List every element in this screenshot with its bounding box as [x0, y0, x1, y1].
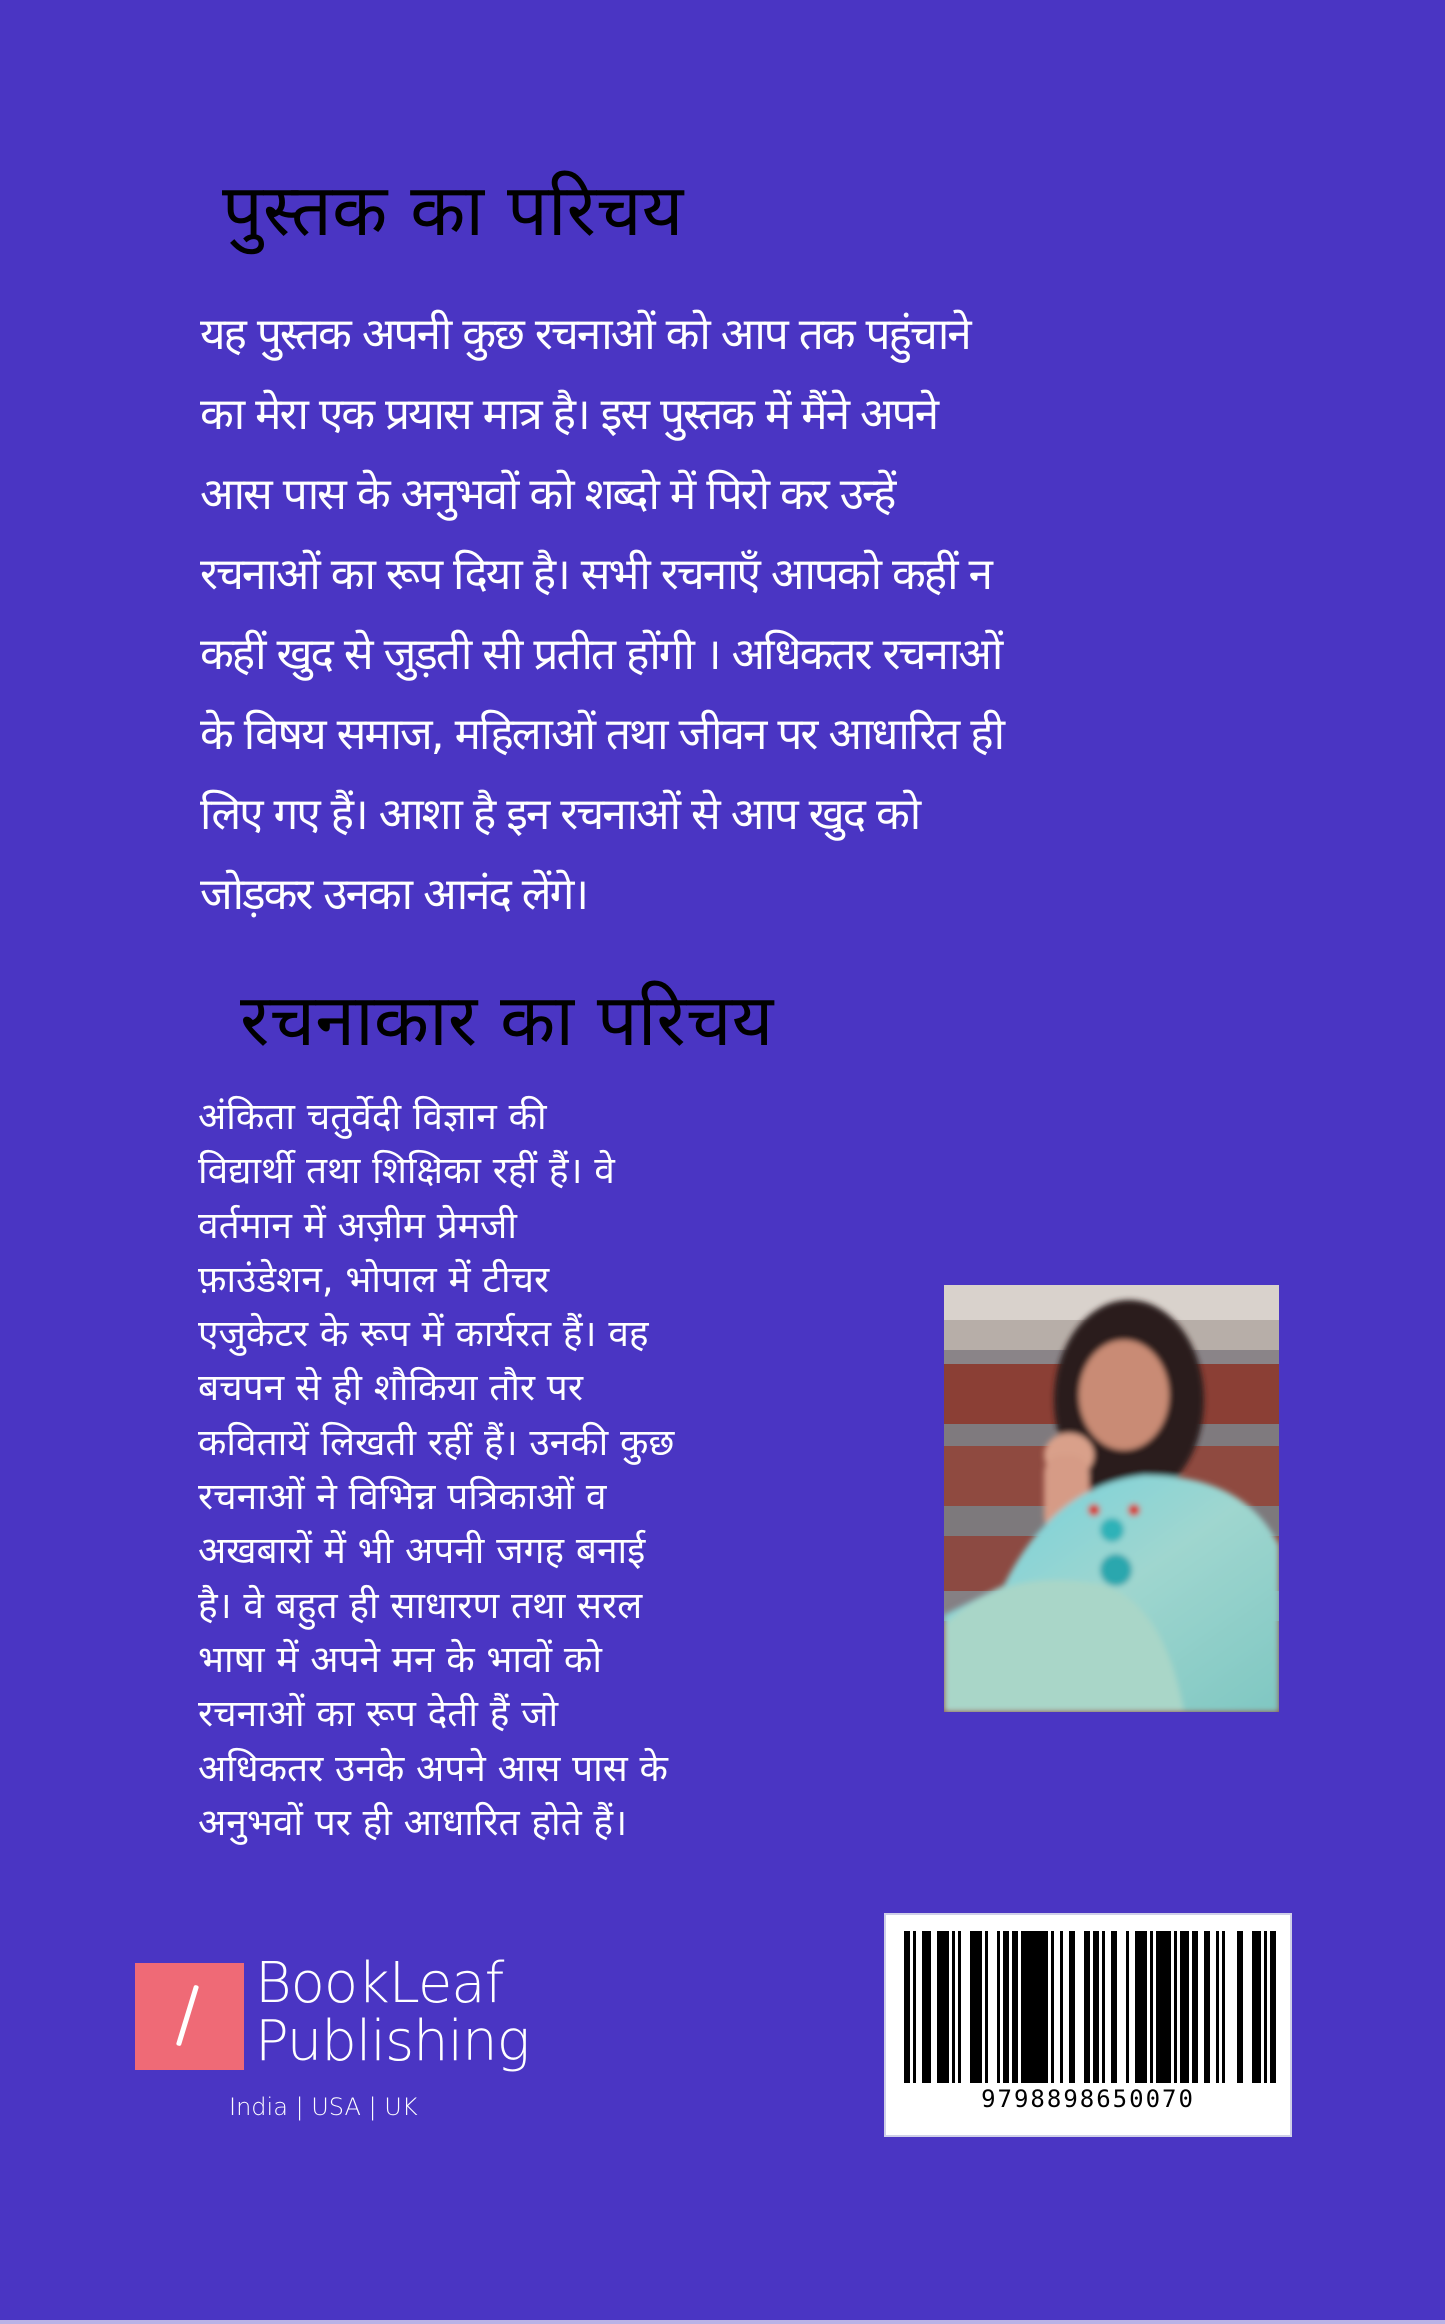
- text-line: लिए गए हैं। आशा है इन रचनाओं से आप खुद को: [200, 789, 920, 840]
- text-line: आस पास के अनुभवों को शब्दो में पिरो कर उन्हें: [200, 469, 895, 520]
- slash-icon: [176, 1985, 199, 2047]
- isbn-number: 9798898650070: [981, 2085, 1195, 2113]
- text-line: भाषा में अपने मन के भावों को: [198, 1637, 602, 1681]
- publisher-name-line2: Publishing: [255, 2009, 530, 2074]
- text-line: जोड़कर उनका आनंद लेंगे।: [200, 869, 588, 920]
- text-line: अंकिता चतुर्वेदी विज्ञान की: [198, 1095, 547, 1138]
- text-line: विद्यार्थी तथा शिक्षिका रहीं हैं। वे: [198, 1149, 615, 1193]
- author-photo: [944, 1285, 1279, 1712]
- page-bottom-edge: [0, 2320, 1445, 2324]
- text-line: है। वे बहुत ही साधारण तथा सरल: [198, 1583, 643, 1627]
- book-intro-paragraph: [200, 295, 1200, 935]
- text-line: अनुभवों पर ही आधारित होते हैं।: [198, 1800, 628, 1844]
- text-line: अखबारों में भी अपनी जगह बनाई: [198, 1529, 646, 1573]
- text-line: अधिकतर उनके अपने आस पास के: [198, 1746, 668, 1790]
- author-intro-heading: रचनाकार का परिचय: [240, 978, 774, 1062]
- text-line: एजुकेटर के रूप में कार्यरत हैं। वह: [198, 1312, 649, 1356]
- author-intro-paragraph: [198, 1090, 898, 1850]
- text-line: यह पुस्तक अपनी कुछ रचनाओं को आप तक पहुंचाने: [200, 309, 970, 360]
- book-intro-heading: पुस्तक का परिचय: [222, 168, 684, 252]
- publisher-name: [255, 1951, 530, 2074]
- text-line: बचपन से ही शौकिया तौर पर: [198, 1366, 583, 1410]
- barcode-icon: [904, 1931, 1276, 2083]
- text-line: के विषय समाज, महिलाओं तथा जीवन पर आधारित ही: [200, 709, 1004, 760]
- logo-mark-icon: [135, 1963, 244, 2070]
- text-line: रचनाओं का रूप दिया है। सभी रचनाएँ आपको कहीं न: [200, 549, 991, 600]
- text-line: का मेरा एक प्रयास मात्र है। इस पुस्तक में मैंने अपने: [200, 389, 938, 440]
- text-line: रचनाओं का रूप देती हैं जो: [198, 1692, 559, 1736]
- text-line: फ़ाउंडेशन, भोपाल में टीचर: [198, 1257, 550, 1301]
- text-line: रचनाओं ने विभिन्न पत्रिकाओं व: [198, 1475, 607, 1519]
- text-line: कहीं खुद से जुड़ती सी प्रतीत होंगी । अधिकतर रचनाओं: [200, 629, 1002, 680]
- text-line: कवितायें लिखती रहीं हैं। उनकी कुछ: [198, 1420, 675, 1464]
- isbn-barcode: [884, 1913, 1292, 2137]
- publisher-name-line1: BookLeaf: [255, 1951, 504, 2016]
- publisher-regions: India | USA | UK: [229, 2093, 418, 2121]
- text-line: वर्तमान में अज़ीम प्रेमजी: [198, 1203, 517, 1247]
